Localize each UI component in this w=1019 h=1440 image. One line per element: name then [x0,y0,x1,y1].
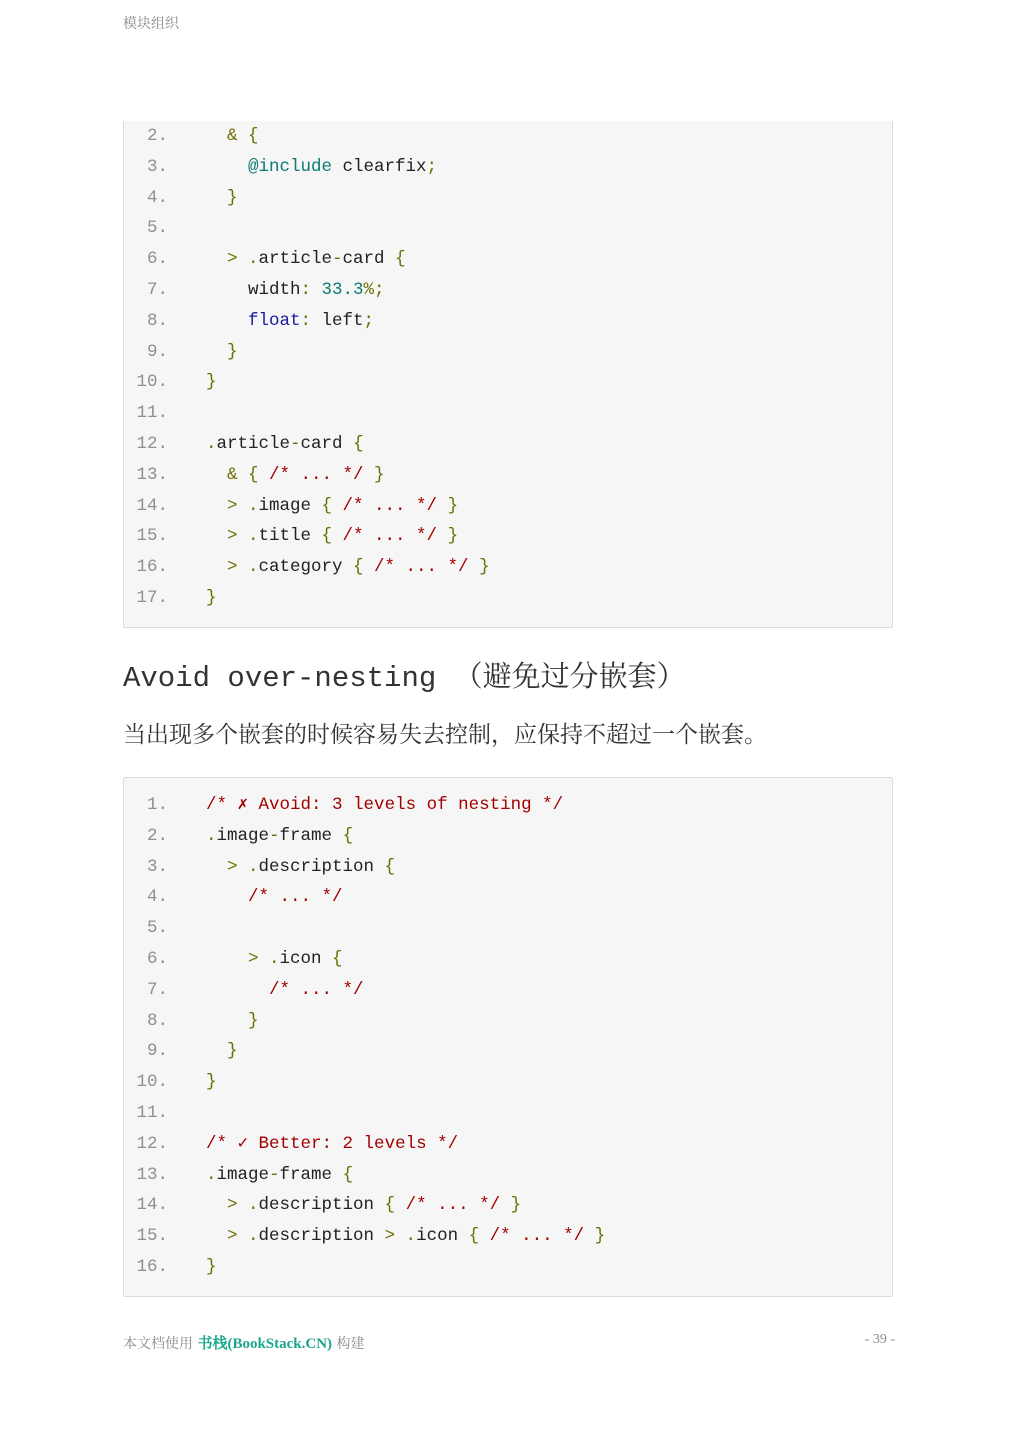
code-line [124,429,892,460]
code-content [206,944,343,975]
code-token: image [216,825,270,846]
code-token: } [206,1010,259,1031]
code-token: { [353,433,364,454]
code-line [124,337,892,368]
code-content [206,583,217,614]
code-line [124,913,892,944]
footer-brand-link[interactable]: 书栈(BookStack.CN) [197,1336,333,1352]
code-token: clearfix [332,156,427,177]
code-line [124,1221,892,1252]
code-token: . [206,825,217,846]
section-heading-text: Avoid over-nesting [123,662,437,695]
code-token: - [332,249,343,270]
line-number: 15. [136,526,168,547]
section-heading-subtitle: （避免过分嵌套） [453,659,686,693]
code-content [206,1036,238,1067]
code-token: } [500,1195,522,1216]
line-number: 9. [146,1041,168,1062]
code-token: { [353,557,375,578]
code-token: /* ... */ [489,1226,585,1247]
code-line [124,821,892,852]
code-token: /* ✗ Avoid: 3 levels of nesting */ [206,795,564,815]
code-token: description [258,856,385,877]
code-content [206,337,238,368]
code-token: { [332,948,343,969]
code-content [206,367,217,398]
code-line [124,583,892,614]
code-token: /* ... */ [206,979,364,1000]
code-lines [124,121,892,614]
code-token: frame [279,1164,343,1185]
code-line [124,944,892,975]
code-token: { [321,495,343,516]
code-token: width [206,279,301,300]
code-token: category [258,557,354,578]
code-token: } [206,1041,238,1062]
code-token: /* ... */ [405,1195,501,1216]
code-token: image [216,1164,270,1185]
code-content [206,183,238,214]
section-paragraph: 当出现多个嵌套的时候容易失去控制，应保持不超过一个嵌套。 [123,722,767,748]
line-number: 3. [146,156,168,177]
code-token: { [395,249,406,270]
code-line [124,975,892,1006]
code-token: /* ✓ Better: 2 levels */ [206,1133,459,1154]
code-line [124,1036,892,1067]
code-token: icon [416,1226,469,1247]
line-number: 4. [146,187,168,208]
line-number: 10. [136,372,168,393]
code-token: > . [206,948,280,969]
footer-suffix: 构建 [336,1336,365,1352]
code-content [206,882,343,913]
line-number: 9. [146,341,168,362]
code-line [124,121,892,152]
code-line [124,1252,892,1283]
code-content [206,790,563,821]
code-line [124,552,892,583]
code-line [124,398,892,429]
line-number: 13. [136,464,168,485]
code-content [206,552,490,583]
code-line [124,790,892,821]
code-token: } [363,464,385,485]
code-line [124,367,892,398]
line-number: 14. [136,495,168,516]
line-number: 13. [136,1164,168,1185]
code-token: } [206,341,238,362]
code-token: } [206,187,238,208]
line-number: 17. [136,587,168,608]
code-token: : [300,310,322,331]
line-number: 5. [146,918,168,939]
code-content [206,975,364,1006]
line-number: 11. [136,1102,168,1123]
line-number: 14. [136,1195,168,1216]
code-content [206,121,259,152]
line-number: 16. [136,1256,168,1277]
code-token: > . [206,249,259,270]
line-number: 16. [136,557,168,578]
line-number: 11. [136,403,168,424]
code-line [124,183,892,214]
code-token: - [290,433,301,454]
code-token: @include [206,156,333,177]
code-token: . [206,1164,217,1185]
code-token: . [206,433,217,454]
line-number: 6. [146,249,168,270]
code-token: } [468,557,490,578]
code-content [206,521,458,552]
code-content [206,1160,353,1191]
code-line [124,152,892,183]
line-number: 2. [146,825,168,846]
line-number: 7. [146,979,168,1000]
code-token: : [300,279,322,300]
section-heading [123,654,686,695]
code-lines [124,790,892,1283]
code-token: { [384,1195,406,1216]
code-token: icon [279,948,333,969]
code-content [206,1252,217,1283]
line-number: 15. [136,1226,168,1247]
code-token: & { [206,464,270,485]
code-token: /* ... */ [374,557,469,578]
code-line [124,306,892,337]
code-line [124,275,892,306]
code-token: left [321,310,364,331]
code-token: } [437,526,459,547]
code-line [124,491,892,522]
line-number: 10. [136,1072,168,1093]
line-number: 8. [146,1010,168,1031]
code-token: - [269,825,280,846]
code-token: { [342,825,354,846]
code-line [124,213,892,244]
code-token: /* ... */ [342,526,438,547]
code-token: > . [206,1195,259,1216]
code-token: & { [206,126,259,146]
code-content [206,852,395,883]
code-token: ; [363,310,375,331]
code-token: } [206,372,217,393]
code-line [124,852,892,883]
code-content [206,306,374,337]
line-number: 2. [146,126,168,146]
footer-credit [123,1332,365,1353]
code-token: > . [206,557,259,578]
code-content [206,460,385,491]
code-token: > . [206,495,259,516]
code-line [124,1129,892,1160]
line-number: 1. [146,795,168,815]
code-line [124,244,892,275]
code-token: /* ... */ [206,887,343,908]
code-token: > . [206,856,259,877]
code-token: > . [206,526,259,547]
code-line [124,882,892,913]
code-token: float [206,310,301,331]
code-token: card [342,249,396,270]
line-number: 6. [146,948,168,969]
code-content [206,491,458,522]
code-token: { [468,1226,490,1247]
code-token: { [384,856,396,877]
code-content [206,821,353,852]
code-token: { [342,1164,354,1185]
footer-prefix: 本文档使用 [123,1336,193,1352]
line-number: 3. [146,856,168,877]
code-token: frame [279,825,343,846]
code-token: } [437,495,459,516]
code-content [206,1221,605,1252]
line-number: 12. [136,1133,168,1154]
code-content [206,1190,521,1221]
code-token: %; [363,279,385,300]
line-number: 5. [146,218,168,239]
code-token: > . [206,1226,259,1247]
code-token: article [258,249,333,270]
code-content [206,275,385,306]
code-token: { [321,526,343,547]
code-line [124,1098,892,1129]
code-token: > . [384,1226,417,1247]
code-token: /* ... */ [342,495,438,516]
code-block [123,777,893,1297]
line-number: 4. [146,887,168,908]
code-block [123,121,893,628]
code-content [206,1067,217,1098]
code-token: - [269,1164,280,1185]
code-token: title [258,526,322,547]
page-number: - 39 - [864,1332,895,1347]
code-token: 33.3 [321,279,364,300]
page-header-title: 模块组织 [123,16,179,32]
code-content [206,244,406,275]
code-token: card [300,433,354,454]
code-content [206,1129,458,1160]
code-token: description [258,1195,385,1216]
line-number: 7. [146,279,168,300]
code-line [124,1190,892,1221]
code-line [124,1160,892,1191]
code-content [206,429,364,460]
code-content [206,1006,259,1037]
code-token: } [206,1256,217,1277]
code-token: description [258,1226,385,1247]
code-line [124,460,892,491]
code-line [124,1006,892,1037]
code-content [206,152,437,183]
code-token: image [258,495,322,516]
code-token: article [216,433,291,454]
line-number: 12. [136,433,168,454]
code-token: /* ... */ [269,464,364,485]
code-line [124,521,892,552]
code-token: } [206,1072,217,1093]
code-token: ; [426,156,438,177]
code-token: } [206,587,217,608]
code-line [124,1067,892,1098]
line-number: 8. [146,310,168,331]
code-token: } [584,1226,606,1247]
